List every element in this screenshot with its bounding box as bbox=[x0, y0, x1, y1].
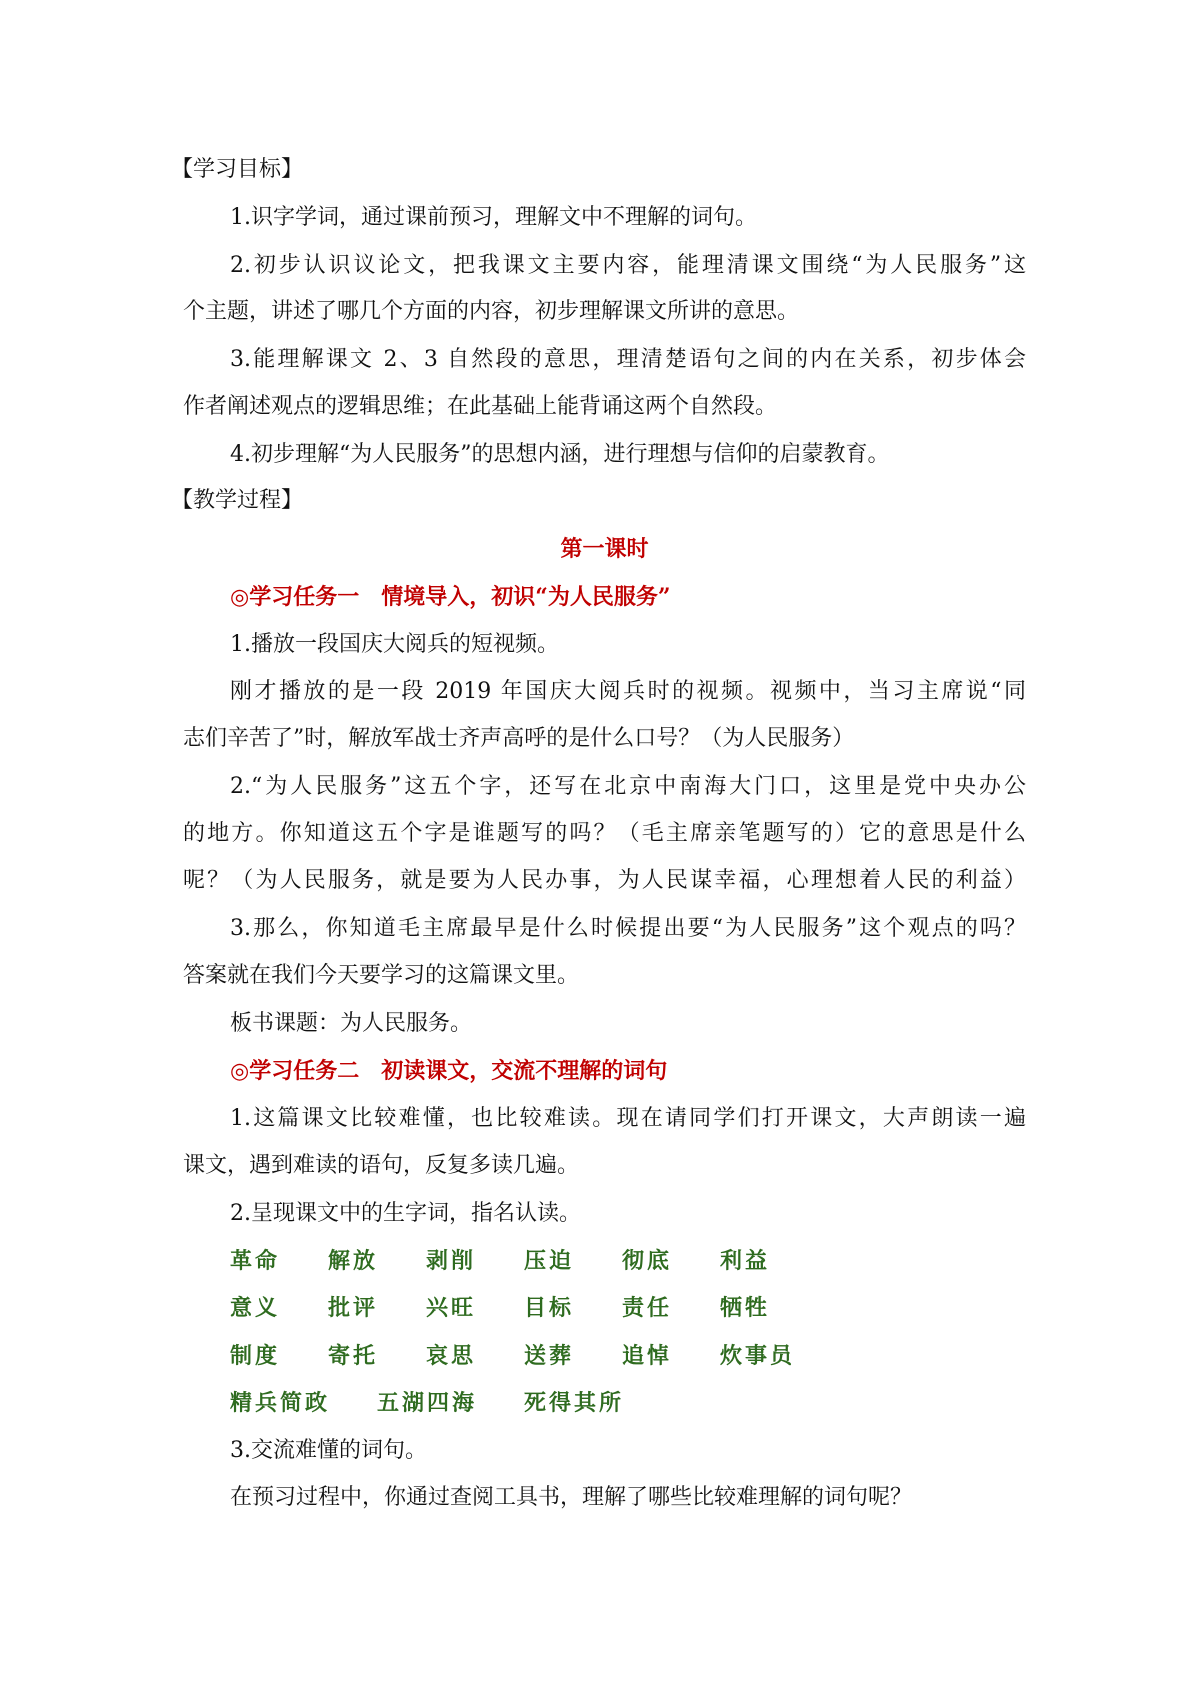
task2-line-5: 在预习过程中，你通过查阅工具书，理解了哪些比较难理解的词句呢？ bbox=[230, 1485, 913, 1510]
vocab-word: 兴旺 bbox=[426, 1295, 477, 1321]
goal-line-3: 3.能理解课文 2、3 自然段的意思，理清楚语句之间的内在关系，初步体会 bbox=[230, 347, 1026, 372]
vocab-word: 死得其所 bbox=[524, 1390, 625, 1416]
task1-line-8: 答案就在我们今天要学习的这篇课文里。 bbox=[183, 963, 580, 988]
goal-line-3-cont: 作者阐述观点的逻辑思维；在此基础上能背诵这两个自然段。 bbox=[183, 394, 778, 419]
task1-line-4: 2.“为人民服务”这五个字，还写在北京中南海大门口，这里是党中央办公 bbox=[230, 774, 1026, 799]
vocab-word: 寄托 bbox=[328, 1343, 379, 1369]
section-title-process: 【教学过程】 bbox=[171, 488, 304, 513]
goal-line-1: 1.识字学词，通过课前预习，理解文中不理解的词句。 bbox=[230, 205, 757, 230]
vocab-word: 意义 bbox=[230, 1295, 281, 1321]
vocab-word: 批评 bbox=[328, 1295, 379, 1321]
vocab-word: 制度 bbox=[230, 1343, 281, 1369]
vocab-word: 压迫 bbox=[524, 1248, 575, 1274]
vocab-word: 哀思 bbox=[426, 1343, 477, 1369]
vocab-word: 责任 bbox=[622, 1295, 673, 1321]
section-title-goals: 【学习目标】 bbox=[171, 157, 304, 182]
task2-title: ◎学习任务二 初读课文，交流不理解的词句 bbox=[230, 1058, 668, 1084]
vocab-word: 彻底 bbox=[622, 1248, 673, 1274]
task2-line-2: 课文，遇到难读的语句，反复多读几遍。 bbox=[183, 1153, 580, 1178]
vocab-word: 解放 bbox=[328, 1248, 379, 1274]
vocab-word: 追悼 bbox=[622, 1343, 673, 1369]
goal-line-2-cont: 个主题，讲述了哪几个方面的内容，初步理解课文所讲的意思。 bbox=[183, 299, 800, 324]
goal-line-4: 4.初步理解“为人民服务”的思想内涵，进行理想与信仰的启蒙教育。 bbox=[230, 442, 890, 467]
task1-line-2: 刚才播放的是一段 2019 年国庆大阅兵时的视频。视频中，当习主席说“同 bbox=[230, 679, 1026, 704]
task1-title: ◎学习任务一 情境导入，初识“为人民服务” bbox=[230, 584, 671, 610]
vocab-word: 剥削 bbox=[426, 1248, 477, 1274]
goal-line-2: 2.初步认识议论文，把我课文主要内容，能理清课文围绕“为人民服务”这 bbox=[230, 253, 1026, 278]
task1-line-5: 的地方。你知道这五个字是谁题写的吗？（毛主席亲笔题写的）它的意思是什么 bbox=[183, 821, 1026, 846]
vocab-word: 目标 bbox=[524, 1295, 575, 1321]
task1-line-6: 呢？（为人民服务，就是要为人民办事，为人民谋幸福，心理想着人民的利益） bbox=[183, 868, 1026, 893]
task2-line-3: 2.呈现课文中的生字词，指名认读。 bbox=[230, 1201, 581, 1226]
vocab-word: 精兵简政 bbox=[230, 1390, 331, 1416]
vocab-word: 牺牲 bbox=[720, 1295, 771, 1321]
vocab-word: 五湖四海 bbox=[377, 1390, 478, 1416]
vocab-word: 革命 bbox=[230, 1248, 281, 1274]
task1-line-7: 3.那么，你知道毛主席最早是什么时候提出要“为人民服务”这个观点的吗？ bbox=[230, 916, 1026, 941]
vocab-word: 送葬 bbox=[524, 1343, 575, 1369]
vocab-word: 炊事员 bbox=[720, 1343, 796, 1369]
task1-line-3: 志们辛苦了”时，解放军战士齐声高呼的是什么口号？（为人民服务） bbox=[183, 726, 855, 751]
task1-line-9: 板书课题：为人民服务。 bbox=[230, 1011, 473, 1036]
period-title: 第一课时 bbox=[560, 536, 649, 562]
task2-line-4: 3.交流难懂的词句。 bbox=[230, 1438, 427, 1463]
task2-line-1: 1.这篇课文比较难懂，也比较难读。现在请同学们打开课文，大声朗读一遍 bbox=[230, 1106, 1026, 1131]
task1-line-1: 1.播放一段国庆大阅兵的短视频。 bbox=[230, 632, 559, 657]
vocab-word: 利益 bbox=[720, 1248, 771, 1274]
